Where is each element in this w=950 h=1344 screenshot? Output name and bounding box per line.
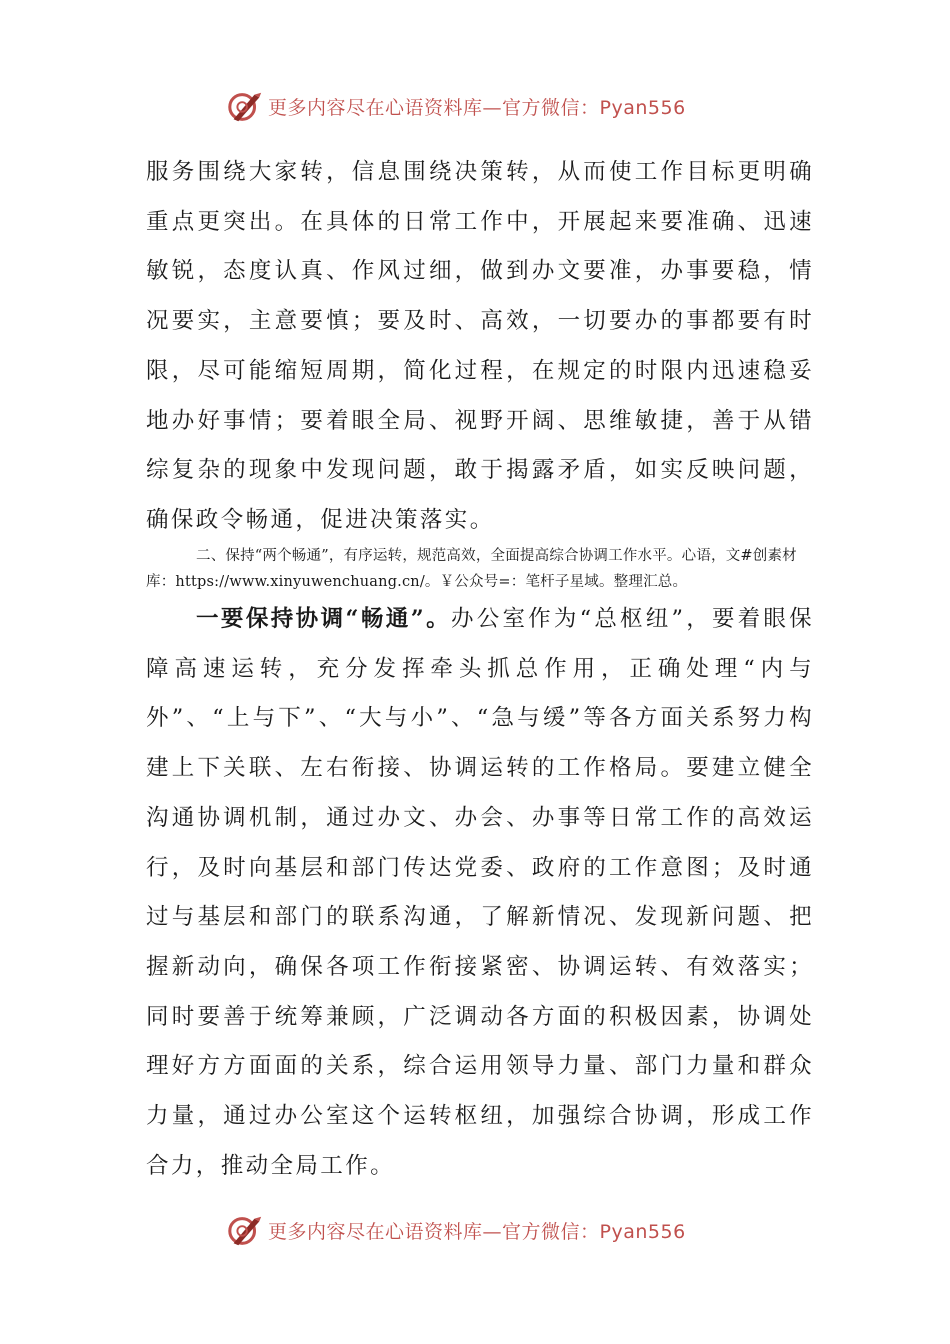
- pen-circle-logo-icon: [226, 1211, 264, 1249]
- banner-text: [268, 1217, 686, 1244]
- banner-title: 更多内容尽在心语资料库: [268, 1220, 483, 1243]
- paragraph-2-text: 办公室作为“总枢纽”，要着眼保障高速运转，充分发挥牵头抓总作用，正确处理“内与外”、“上与下”、“大与小”、“急与缓”等各方面关系努力构建上下关联、左右衔接、协调运转的工作格局。要建立健全沟通协调机制，通过办文、办会、办事等日常工作的高效运行，及时向基层和部门传达党委、政府的工作意图；及时通过与基层和部门的联系沟通，了解新情况、发现新问题、把握新动向，确保各项工作衔接紧密、协调运转、有效落实；同时要善于统筹兼顾，广泛调动各方面的积极因素，协调处理好方方面面的关系，综合运用领导力量、部门力量和群众力量，通过办公室这个运转枢纽，加强综合协调，形成工作合力，推动全局工作。: [146, 606, 815, 1179]
- banner-dash: —: [482, 96, 503, 119]
- banner-title: 更多内容尽在心语资料库: [268, 96, 483, 119]
- paragraph-2: [146, 595, 814, 1191]
- banner-dash: —: [482, 1220, 503, 1243]
- paragraph-2-lead: 一要保持协调“畅通”。: [196, 606, 452, 632]
- pen-circle-logo-icon: [226, 87, 264, 125]
- footer-banner: [226, 1208, 746, 1252]
- banner-official: 官方微信：: [502, 1220, 600, 1243]
- banner-text: [268, 93, 686, 120]
- banner-official: 官方微信：: [502, 96, 600, 119]
- header-banner: [226, 84, 746, 128]
- banner-account: Pyan556: [599, 1220, 686, 1243]
- paragraph-1: 服务围绕大家转，信息围绕决策转，从而使工作目标更明确重点更突出。在具体的日常工作中，开展起来要准确、迅速敏锐，态度认真、作风过细，做到办文要准，办事要稳，情况要实，主意要慎；要及时、高效，一切要办的事都要有时限，尽可能缩短周期，简化过程，在规定的时限内迅速稳妥地办好事情；要着眼全局、视野开阔、思维敏捷，善于从错综复杂的现象中发现问题，敢于揭露矛盾，如实反映问题，确保政令畅通，促进决策落实。: [146, 159, 814, 533]
- banner-account: Pyan556: [599, 96, 686, 119]
- note-line: 二、保持“两个畅通”，有序运转，规范高效，全面提高综合协调工作水平。心语，文#创素材库：https://www.xinyuwenchuang.cn/。￥公众号=：笔杆子星域。整理汇总。: [146, 548, 797, 590]
